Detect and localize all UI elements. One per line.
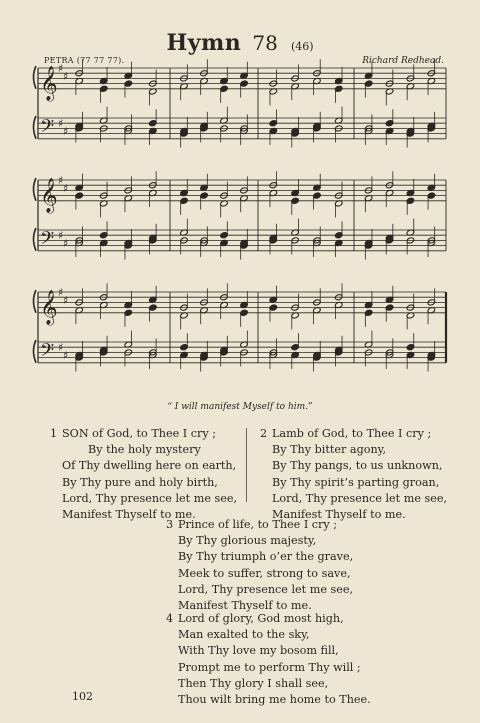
sharp-icon: ♯	[58, 62, 64, 75]
sharp-icon: ♯	[58, 229, 64, 243]
verse-4	[166, 611, 371, 708]
sharp-icon: ♯	[63, 181, 69, 195]
verse-line: Prompt me to perform Thy will ;	[178, 660, 361, 674]
verse-line: By Thy triumph o’er the grave,	[178, 550, 354, 564]
system-brace	[34, 290, 37, 313]
verse-line: With Thy love my bosom fill,	[178, 644, 339, 658]
sharp-icon: ♯	[63, 125, 69, 138]
verse-line: Lamb of God, to Thee I cry ;	[272, 427, 432, 440]
hymn-word: Hymn	[166, 30, 242, 56]
hymn-number: 78	[252, 31, 278, 55]
system-brace	[34, 116, 37, 139]
verse-divider	[246, 428, 247, 502]
verse-line: Manifest Thyself to me.	[178, 599, 312, 613]
sharp-icon: ♯	[63, 69, 69, 83]
bass-clef-icon: 𝄢	[40, 228, 55, 254]
verse-line: Lord of glory, God most high,	[178, 612, 344, 625]
sharp-icon: ♯	[58, 341, 64, 355]
verse-line: Lord, Thy presence let me see,	[178, 582, 354, 596]
system-brace	[34, 228, 37, 251]
tune-name: PETRA (77 77 77).	[44, 56, 125, 65]
hymn-alt-number: (46)	[290, 40, 314, 53]
verse-line: By Thy spirit’s parting groan,	[272, 475, 440, 489]
bass-clef-icon: 𝄢	[40, 116, 55, 142]
sharp-icon: ♯	[58, 174, 64, 187]
system-brace	[34, 340, 37, 363]
verse-line: By Thy pure and holy birth,	[62, 475, 218, 489]
page-number: 102	[72, 690, 93, 703]
verse-line: SON of God, to Thee I cry ;	[62, 427, 217, 440]
verse-line: Of Thy dwelling here on earth,	[62, 459, 237, 473]
verse-2	[260, 426, 448, 523]
verse-number: 4	[166, 612, 174, 625]
verse-number: 3	[166, 518, 174, 531]
verse-line: Lord, Thy presence let me see,	[272, 491, 448, 505]
system-brace	[34, 178, 37, 201]
verse-line: By Thy pangs, to us unknown,	[272, 459, 443, 473]
sharp-icon: ♯	[58, 117, 64, 131]
sharp-icon: ♯	[63, 293, 69, 307]
system-brace	[34, 66, 37, 89]
verse-line: Meek to suffer, strong to save,	[178, 566, 351, 580]
verse-line: By Thy glorious majesty,	[178, 534, 317, 548]
verse-line: By the holy mystery	[88, 443, 201, 457]
bass-clef-icon: 𝄢	[40, 340, 55, 366]
treble-clef-icon: 𝄞	[40, 289, 58, 325]
treble-clef-icon: 𝄞	[40, 177, 58, 213]
sharp-icon: ♯	[63, 349, 69, 362]
epigraph: “ I will manifest Myself to him.”	[167, 402, 313, 412]
sharp-icon: ♯	[58, 286, 64, 299]
composer: Richard Redhead.	[362, 56, 444, 66]
verse-line: Manifest Thyself to me.	[272, 508, 406, 522]
verse-line: Manifest Thyself to me.	[62, 508, 196, 522]
verse-number: 1	[50, 427, 58, 440]
sharp-icon: ♯	[63, 237, 69, 250]
verse-line: Man exalted to the sky,	[178, 628, 310, 642]
verse-line: Then Thy glory I shall see,	[178, 676, 329, 690]
verse-1	[50, 426, 238, 523]
verse-line: Thou wilt bring me home to Thee.	[178, 693, 371, 707]
verse-3	[166, 517, 354, 614]
treble-clef-icon: 𝄞	[40, 65, 58, 101]
verse-line: Prince of life, to Thee I cry ;	[178, 518, 338, 531]
verse-line: Lord, Thy presence let me see,	[62, 491, 238, 505]
verse-number: 2	[260, 427, 268, 440]
verse-line: By Thy bitter agony,	[272, 443, 387, 457]
